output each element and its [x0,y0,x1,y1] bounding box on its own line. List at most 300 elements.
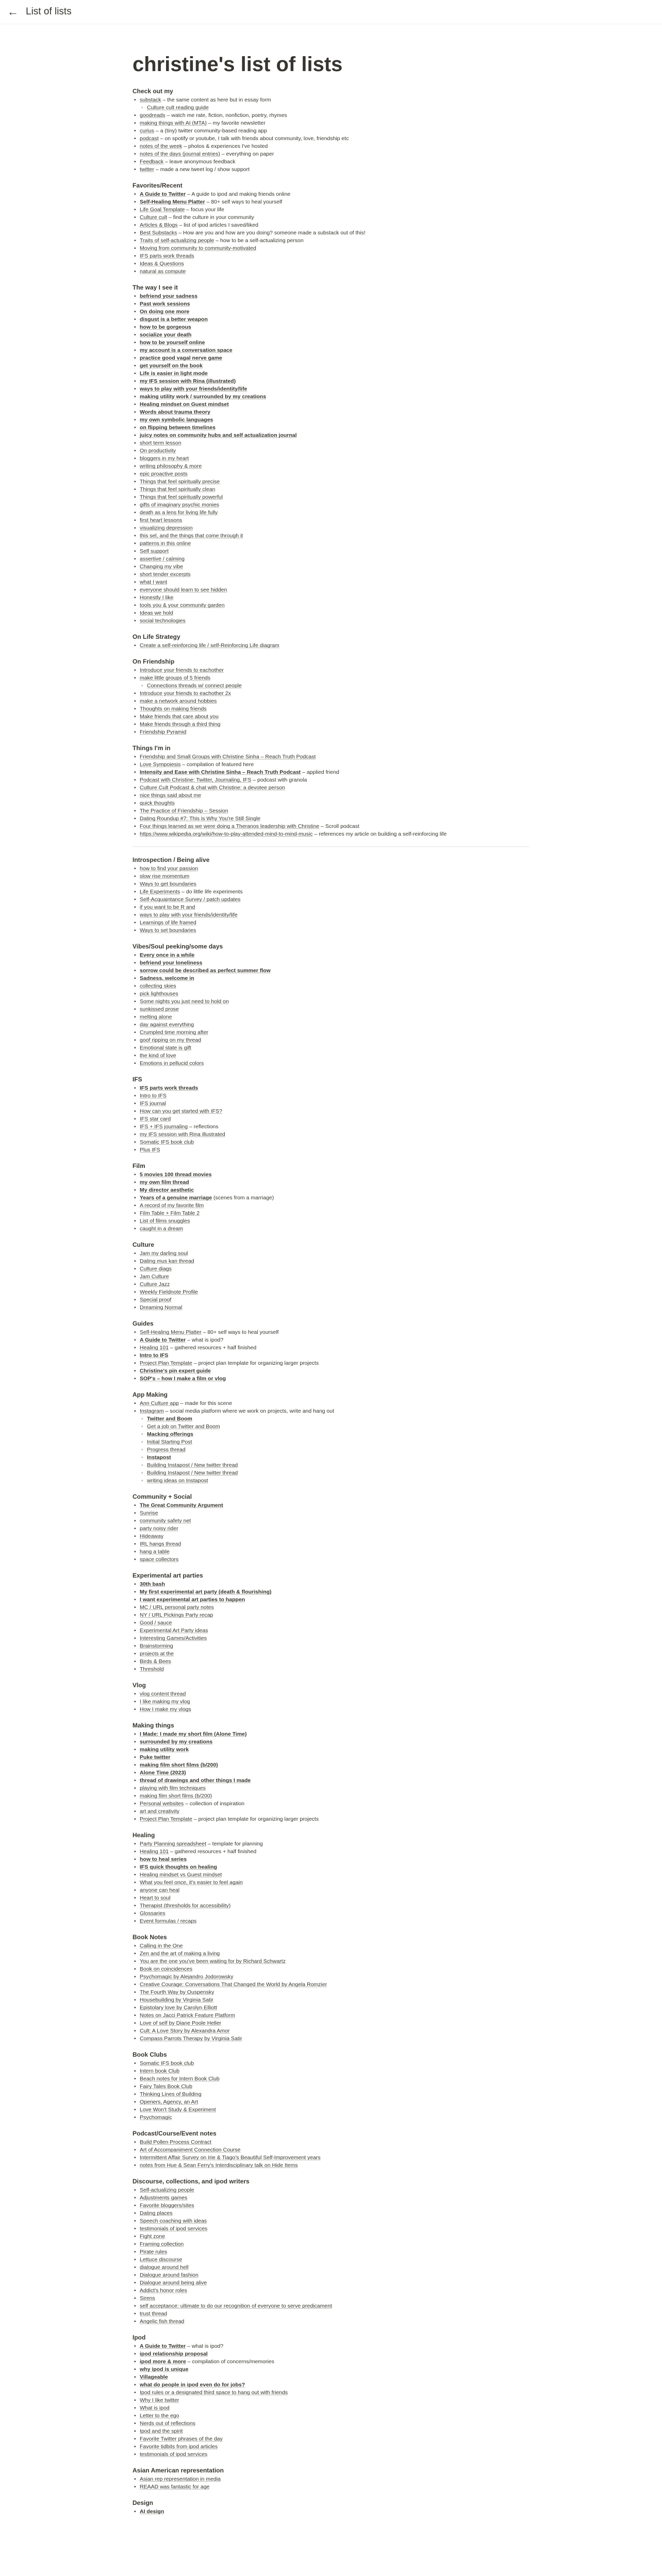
list-item-link[interactable]: Alone Time (2023) [140,1770,186,1776]
list-item-link[interactable]: projects at the [140,1651,174,1657]
list-item-link[interactable]: befriend your loneliness [140,960,203,966]
list-item-link[interactable]: Moving from community to community-motivated [140,245,256,251]
list-item-link[interactable]: making utility work / surrounded by my creations [140,394,267,400]
list-item-link[interactable]: visualizing depression [140,525,193,531]
list-item-link[interactable]: testimonials of ipod services [140,2451,208,2458]
list-item-link[interactable]: Build Pollen Process Contract [140,2139,211,2145]
list-item-link[interactable]: Feedback [140,159,164,165]
list-item-link[interactable]: Why I like twitter [140,2397,179,2403]
list-item-link[interactable]: Love of self by Diane Poole Heller [140,2020,222,2026]
list-item-link[interactable]: my account is a conversation space [140,347,233,353]
list-item-link[interactable]: Dialogue around being alive [140,2280,207,2286]
list-item-link[interactable]: slow rise momentum [140,873,190,879]
list-item-link[interactable]: Dialogue around fashion [140,2272,198,2278]
list-item-link[interactable]: I Made: I made my short film (Alone Time) [140,1731,247,1737]
list-item-link[interactable]: Psychomagic by Alejandro Jodorowsky [140,1974,234,1980]
section-list [133,2476,529,2491]
list-item-link[interactable]: notes of the week [140,143,183,149]
list-item-link[interactable]: Building Instapost / New twitter thread [147,1462,238,1468]
list-item-link[interactable]: community safety net [140,1518,191,1524]
list-item-link[interactable]: Glossaries [140,1910,166,1917]
list-item-link[interactable]: Notes on Jacci Patrick Feature Platform [140,2012,235,2019]
list-item [133,1848,529,1856]
list-item-link[interactable]: My director aesthetic [140,1187,194,1193]
list-item-link[interactable]: Favorite Twitter phrases of the day [140,2436,223,2442]
list-item-link[interactable]: Life Experiments [140,889,180,895]
list-item-link[interactable]: A record of my favorite film [140,1202,204,1209]
list-item-link[interactable]: socialize your death [140,332,192,338]
list-item [133,2318,529,2326]
list-item-link[interactable]: Favorite tidbits from ipod articles [140,2444,218,2450]
list-item-link[interactable]: make a network around hobbies [140,698,217,704]
list-item-link[interactable]: IFS quick thoughts on healing [140,1864,217,1870]
list-item-link[interactable]: Dating mus kan thread [140,1258,194,1264]
list-item-link[interactable]: Things that feel spiritually clean [140,486,216,493]
list-item-link[interactable]: Hideaway [140,1533,164,1539]
list-item-link[interactable]: how to be yourself online [140,340,205,346]
list-item-link[interactable]: Dating places [140,2210,173,2216]
list-item-link[interactable]: Creative Courage: Conversations That Changed the World by Angela Romzier [140,1981,327,1988]
list-item [133,1044,529,1052]
list-item [133,1879,529,1887]
list-item-link[interactable]: Words about trauma theory [140,409,210,415]
list-item-link[interactable]: Compass Parrots Therapy by Virginia Satir [140,2036,242,2042]
list-item-link[interactable]: Personal websites [140,1801,184,1807]
list-item-link[interactable]: Introduce your friends to eachother 2x [140,690,231,697]
list-item-link[interactable]: befriend your sadness [140,293,198,299]
list-item-link[interactable]: Ideas we hold [140,610,173,616]
list-item-link[interactable]: surrounded by my creations [140,1739,213,1745]
list-item-link[interactable]: Healing 101 [140,1849,169,1855]
list-item-link[interactable]: Ipod and the spirit [140,2428,183,2434]
list-item-link[interactable]: pick lighthouses [140,991,178,997]
list-item-link[interactable]: natural as compute [140,268,186,275]
list-item [133,1502,529,1510]
list-item-link[interactable]: making film short films (b/200) [140,1793,212,1799]
section-list [133,2060,529,2122]
list-item-link[interactable]: Progress thread [147,1447,186,1453]
list-item-link[interactable]: Adjustments games [140,2195,188,2201]
list-item-link[interactable]: Life Goal Template [140,207,185,213]
list-item-link[interactable]: Every once in a while [140,952,195,958]
section-heading: Film [133,1162,145,1170]
list-item-link[interactable]: why ipod is unique [140,2366,189,2372]
list-item-link[interactable]: Intro to IFS [140,1352,169,1359]
list-item-link[interactable]: Sadness, welcome in [140,975,194,981]
list-item-link[interactable]: my IFS session with Rina (illustrated) [140,378,236,384]
list-item-link[interactable]: ipod relationship proposal [140,2351,208,2357]
list-item-link[interactable]: Twitter and Boom [147,1416,192,1422]
list-item-link[interactable]: Puke twitter [140,1754,171,1760]
list-item-link[interactable]: A Guide to Twitter [140,2343,186,2349]
list-item-link[interactable]: day against everything [140,1022,194,1028]
list-item-link[interactable]: how to heal series [140,1856,187,1862]
list-item-link[interactable]: nice things said about me [140,792,202,799]
list-item-link[interactable]: how to be gorgeous [140,324,191,330]
list-item-link[interactable]: Changing my vibe [140,564,184,570]
list-item-link[interactable]: IRL hangs thread [140,1541,181,1547]
list-item-link[interactable]: writing philosophy & more [140,463,202,469]
list-item-link[interactable]: Film Table + Film Table 2 [140,1210,200,1216]
list-item-link[interactable]: Jam my darling soul [140,1250,188,1257]
list-item-link[interactable]: Ideas & Questions [140,261,184,267]
list-item-link[interactable]: Letter to the ego [140,2413,179,2419]
list-item [133,1887,529,1894]
list-item-link[interactable]: 5 movies 100 thread movies [140,1172,212,1178]
list-item [133,447,529,455]
list-item [133,393,529,401]
list-item-link[interactable]: You are the one you've been waiting for by Richard Schwartz [140,1958,286,1964]
list-item-link[interactable]: making film short films (b/200) [140,1762,218,1768]
list-item-link[interactable]: Instapost [147,1454,171,1461]
list-item-link[interactable]: Crumpled time morning after [140,1029,209,1036]
list-item-link[interactable]: Angelic fish thread [140,2318,185,2325]
list-item-link[interactable]: Intern book Club [140,2068,180,2074]
list-item-link[interactable]: Somatic IFS book club [140,1139,194,1145]
list-item-link[interactable]: Healing mindset vs Guest mindset [140,1872,222,1878]
list-item-link[interactable]: Thoughts on making friends [140,706,207,712]
list-item-link[interactable]: collecting skies [140,983,176,989]
list-item-link[interactable]: social technologies [140,618,186,624]
list-item-link[interactable]: Plus IFS [140,1147,160,1153]
list-item-link[interactable]: Culture cult reading guide [147,105,209,111]
list-item-link[interactable]: Brainstorming [140,1643,173,1649]
list-item-link[interactable]: self acceptance: ultimate to do our recognition of everyone to serve predicament [140,2303,332,2309]
list-item-link[interactable]: on flipping between timelines [140,425,216,431]
section-list [133,191,529,276]
list-item-link[interactable]: bloggers in my heart [140,455,189,462]
list-item-link[interactable]: REAAD was fantastic for age [140,2484,210,2490]
list-item [133,571,529,579]
list-item-link[interactable]: Calling in the One [140,1943,183,1949]
list-item-link[interactable]: Love Won't Study & Experiment [140,2107,216,2113]
list-item-link[interactable]: melting alone [140,1014,172,1020]
list-item [133,1894,529,1902]
list-item-link[interactable]: making things with AI (MTA) [140,120,207,126]
list-item-link[interactable]: Epistolary love by Carolyn Elliott [140,2005,217,2011]
list-item-link[interactable]: curius [140,128,155,134]
list-item-link[interactable]: the kind of love [140,1053,176,1059]
section [133,88,529,174]
list-item-description: – a (tiny) twitter community-based reading app [154,128,267,134]
list-item-link[interactable]: if you want to be R and [140,904,195,910]
list-item-link[interactable]: short term lesson [140,440,181,446]
list-item-link[interactable]: Favorite bloggers/sites [140,2202,194,2209]
list-item-link[interactable]: Project Plan Template [140,1816,192,1822]
list-item-link[interactable]: Self-Acquaintance Survey / patch updates [140,896,241,903]
list-item-link[interactable]: Healing 101 [140,1345,169,1351]
list-item-link[interactable]: my own film thread [140,1179,189,1185]
list-item-link[interactable]: tools you & your community garden [140,602,225,608]
list-item-link[interactable]: my IFS session with Rina illustrated [140,1131,225,1138]
list-item-link[interactable]: Best Substacks [140,230,177,236]
section-list [133,1502,529,1564]
list-item-link[interactable]: Some nights you just need to hold on [140,998,229,1005]
list-item-link[interactable]: IFS journal [140,1100,166,1107]
list-item-link[interactable]: Introduce your friends to eachother [140,667,224,673]
list-item-link[interactable]: notes of the days (journal entries) [140,151,220,157]
list-item-link[interactable]: Ways to get boundaries [140,881,196,887]
list-item-link[interactable]: Macking offerings [147,1431,193,1437]
list-item-link[interactable]: Christine's pin expert guide [140,1368,211,1374]
list-item-link[interactable]: List of films snuggles [140,1218,190,1224]
list-item [133,690,529,698]
list-item-link[interactable]: On doing one more [140,309,190,315]
list-item-link[interactable]: Housebuilding by Virginia Satir [140,1997,213,2003]
list-item-link[interactable]: gifts of imaginary psychic monies [140,502,220,508]
list-item-link[interactable]: Art of Accompaniment Connection Course [140,2147,241,2153]
list-item-link[interactable]: short tender excerpts [140,571,191,578]
list-item-link[interactable]: Sirens [140,2295,155,2301]
list-item-link[interactable]: ways to play with your friends/identity/life [140,912,238,918]
list-item-link[interactable]: Healing mindset on Guest mindset [140,401,229,408]
list-item-link[interactable]: art and creativity [140,1808,180,1815]
list-item-link[interactable]: On productivity [140,448,176,454]
list-item-link[interactable]: Culture Cult Podcast & chat with Christine: a devotee person [140,785,285,791]
list-item-link[interactable]: podcast [140,135,159,142]
list-item [133,807,529,815]
list-item-link[interactable]: The Great Community Argument [140,1502,223,1509]
list-item-link[interactable]: Emotional state is gift [140,1045,191,1051]
list-item-description: (scenes from a marriage) [212,1195,274,1201]
list-item-link[interactable]: Heart to soul [140,1895,171,1901]
list-item-link[interactable]: Connections threads w/ connect people [147,683,242,689]
list-item-link[interactable]: Good / sauce [140,1620,172,1626]
list-item [133,1902,529,1910]
list-item-link[interactable]: IFS + IFS journaling [140,1124,188,1130]
list-item-link[interactable]: Building Instapost / New twitter thread [147,1470,238,1476]
list-item-link[interactable]: SOP's – how I make a film or vlog [140,1376,226,1382]
list-item-link[interactable]: Zen and the art of making a living [140,1951,220,1957]
list-item [133,555,529,563]
list-item [133,2389,529,2397]
list-item-link[interactable]: The Practice of Friendship – Session [140,808,228,814]
list-item-link[interactable]: Special proof [140,1297,172,1303]
list-item-link[interactable]: Experimental Art Party ideas [140,1628,208,1634]
list-item-link[interactable]: Life is easier in light mode [140,370,208,377]
list-item-link[interactable]: get yourself on the book [140,363,203,369]
list-item-link[interactable]: Interesting Games/Activities [140,1635,207,1641]
list-item-link[interactable]: What is ipod [140,2405,170,2411]
list-item-link[interactable]: sorrow could be described as perfect summer flow [140,968,271,974]
list-item-link[interactable]: Beach notes for Intern Book Club [140,2076,220,2082]
list-item-link[interactable]: assertive / calming [140,556,185,562]
list-item-link[interactable]: Honestly I like [140,595,174,601]
list-item-link[interactable]: first heart lessons [140,517,183,523]
list-item-link[interactable]: NY / URL Pickings Party recap [140,1612,213,1618]
list-item-link[interactable]: make little groups of 5 friends [140,675,211,681]
list-item-link[interactable]: Intensity and Ease with Christine Sinha – Reach Truth Podcast [140,769,301,775]
list-item-link[interactable]: Make friends through a third thing [140,721,221,727]
list-item-link[interactable]: Asian rep representation in media [140,2476,221,2482]
list-item-link[interactable]: Book on coincidences [140,1966,193,1972]
list-item-link[interactable]: Make friends that care about you [140,714,219,720]
list-item-link[interactable]: Learnings of life framed [140,920,196,926]
list-item [133,831,529,838]
list-item-link[interactable]: AI design [140,2509,164,2515]
list-item-link[interactable]: epic proactive posts [140,471,188,477]
list-item [133,728,529,736]
arrow-left-icon[interactable]: ← [7,5,19,18]
list-item-link[interactable]: twitter [140,166,155,173]
list-item-link[interactable]: Framing collection [140,2241,184,2247]
section-list [133,2187,529,2326]
list-item-link[interactable]: Years of a genuine marriage [140,1195,212,1201]
list-item-link[interactable]: Speech coaching with ideas [140,2218,207,2224]
list-item [133,2374,529,2381]
list-item-link[interactable]: playing with film techniques [140,1785,206,1791]
list-item-link[interactable]: Lettuce discourse [140,2257,183,2263]
list-item-link[interactable]: IFS parts work threads [140,1085,198,1091]
section-list [133,642,529,650]
list-item [133,1738,529,1746]
list-item-link[interactable]: goodreads [140,112,166,118]
list-item-link[interactable]: dialogue around hell [140,2264,189,2270]
list-item-link[interactable]: Intro to IFS [140,1093,167,1099]
list-item-link[interactable]: https://www.wikipedia.org/wiki/how-to-play-attended-mind-to-mind-music [140,831,313,837]
list-item-link[interactable]: What you feel once, it's easier to feel again [140,1879,243,1886]
list-item-link[interactable]: 30th bash [140,1581,166,1587]
list-item-link[interactable]: party noisy rider [140,1526,178,1532]
list-item-link[interactable]: My first experimental art party (death & flourishing) [140,1589,272,1595]
list-item-link[interactable]: Dating Roundup #7: This is Why You're Still Single [140,816,261,822]
list-item-link[interactable]: Create a self-reinforcing life / self-Reinforcing Life diagram [140,642,279,649]
list-item-description: – my favorite newsletter [206,120,266,126]
list-item-link[interactable]: hang a table [140,1549,170,1555]
list-item-link[interactable]: Ipod rules or a designated third space to hang out with friends [140,2389,288,2396]
list-item-link[interactable]: Somatic IFS book club [140,2060,194,2066]
list-item-link[interactable]: anyone can heal [140,1887,180,1893]
list-item-link[interactable]: The Fourth Way by Ouspensky [140,1989,214,1995]
list-item-link[interactable]: Self support [140,548,169,554]
list-item-link[interactable]: ipod more & more [140,2359,186,2365]
list-item-link[interactable]: making utility work [140,1747,189,1753]
list-item-link[interactable]: Ways to set boundaries [140,927,196,934]
list-item-link[interactable]: Love Sympoiesis [140,761,181,768]
list-item-link[interactable]: Friendship Pyramid [140,729,187,735]
list-item-link[interactable]: Project Plan Template [140,1360,192,1366]
list-item-link[interactable]: everyone should learn to see hidden [140,587,227,593]
list-item-link[interactable]: practice good vagal nerve game [140,355,222,361]
list-item-link[interactable]: I want experimental art parties to happen [140,1597,245,1603]
list-item-link[interactable]: thread of drawings and other things I made [140,1777,251,1784]
list-item-link[interactable]: Initial Starting Post [147,1439,192,1445]
list-item-link[interactable]: Dreaming Normal [140,1304,183,1311]
list-item-link[interactable]: Villageable [140,2374,168,2380]
list-item-link[interactable]: Articles & Blogs [140,222,178,228]
list-item-link[interactable]: what do people in ipod even do for jobs? [140,2382,245,2388]
list-item-link[interactable]: caught in a dream [140,1226,184,1232]
list-item-link[interactable]: Traits of self-actualizing people [140,238,214,244]
list-item-link[interactable]: Thinking Lines of Building [140,2091,202,2097]
list-item-link[interactable]: juicy notes on community hubs and self actualization journal [140,432,297,438]
list-item [133,1194,529,1202]
list-item-link[interactable]: Therapist (thresholds for accessibility) [140,1903,231,1909]
list-item-link[interactable]: Fight zone [140,2233,166,2240]
list-item-link[interactable]: how to find your passion [140,866,198,872]
list-item-link[interactable]: Past work sessions [140,301,190,307]
list-item-link[interactable]: Get a job on Twitter and Boom [147,1423,220,1430]
list-item-link[interactable]: death as a lens for living life fully [140,510,218,516]
list-item-description: – compilation of featured here [180,761,254,768]
list-item-link[interactable]: substack [140,97,161,103]
list-item-link[interactable]: Culture cult [140,214,168,221]
list-item-link[interactable]: Jam Culture [140,1274,169,1280]
list-item-link[interactable]: Emotions in pellucid colors [140,1060,204,1066]
list-item [133,911,529,919]
list-item-link[interactable]: Sunrise [140,1510,158,1516]
list-item-link[interactable]: Fairy Tales Book Club [140,2083,192,2090]
list-item-link[interactable]: vlog content thread [140,1691,186,1697]
list-item-link[interactable]: quick thoughts [140,800,175,806]
list-item-link[interactable]: Four things learned as we were doing a Theranos leadership with Christine [140,823,320,829]
list-item-link[interactable]: Instagram [140,1408,164,1414]
list-item-link[interactable]: Nerds out of reflections [140,2420,195,2427]
list-item-link[interactable]: space collectors [140,1556,179,1563]
list-item-link[interactable]: testimonials of ipod services [140,2226,208,2232]
list-item-link[interactable]: Culture diags [140,1266,172,1272]
list-item-link[interactable]: goof ripping on my thread [140,1037,202,1043]
list-item-link[interactable]: Weekly Fieldnote Profile [140,1289,198,1295]
list-item-link[interactable]: Podcast with Christine: Twitter, Journaling, IFS [140,777,252,783]
list-item-link[interactable]: Self-actualizing people [140,2187,194,2193]
list-item-link[interactable]: I like making my vlog [140,1699,190,1705]
list-item-link[interactable]: Party Planning spreadsheet [140,1841,206,1847]
section-heading: Book Clubs [133,2051,167,2058]
list-item-link[interactable]: Openers, Agency, an Art [140,2099,198,2105]
list-item-link[interactable]: Cult: A Love Story by Alexandra Amor [140,2028,230,2034]
section-heading: Guides [133,1320,154,1327]
list-item-link[interactable]: MC / URL personal party notes [140,1604,214,1611]
list-item-link[interactable]: this sel, and the things that come through it [140,533,243,539]
section [133,856,529,935]
list-item-link[interactable]: Event formulas / recaps [140,1918,197,1924]
list-item-link[interactable]: Addict's honor roles [140,2287,187,2294]
list-item-link[interactable]: what I want [140,579,168,585]
list-item-link[interactable]: writing ideas on Instapost [147,1478,208,1484]
list-item-link[interactable]: A Guide to Twitter [140,1337,186,1343]
list-item [133,1612,529,1619]
list-item-link[interactable]: notes from Hue & Sean Ferry's Interdisciplinary talk on Hide Items [140,2162,298,2168]
list-item-link[interactable]: How can you get started with IFS? [140,1108,222,1114]
list-item-link[interactable]: How I make my vlogs [140,1706,191,1713]
list-item-link[interactable]: Threshold [140,1666,164,1672]
list-item-link[interactable]: Ann Culture app [140,1400,179,1406]
list-item-link[interactable]: Things that feel spiritually precise [140,479,220,485]
list-item-link[interactable]: trust thread [140,2311,168,2317]
section [133,1391,529,1485]
list-item-link[interactable]: ways to play with your friends/identity/life [140,386,247,392]
list-item-link[interactable]: Culture Jazz [140,1281,170,1287]
list-item-link[interactable]: my own symbolic languages [140,417,213,423]
list-item-link[interactable]: Self-Healing Menu Platter [140,199,205,205]
list-item [133,1187,529,1194]
list-item-link[interactable]: Pirate rules [140,2249,168,2255]
list-item-link[interactable]: disgust is a better weapon [140,316,208,323]
list-item-link[interactable]: Things that feel spiritually powerful [140,494,223,500]
list-item-link[interactable]: Intermittent Affair Survey on Irie & Tiago's Beautiful Self-Improvement years [140,2155,321,2161]
list-item-link[interactable]: patterns in this online [140,540,191,547]
list-item-link[interactable]: sunkissed prose [140,1006,179,1012]
list-item-link[interactable]: IFS parts work threads [140,253,194,259]
list-item-link[interactable]: Birds & Bees [140,1658,171,1665]
list-item-link[interactable]: Self-Healing Menu Platter [140,1329,202,1335]
top-bar [0,0,662,24]
list-item-link[interactable]: A Guide to Twitter [140,191,186,197]
list-item-link[interactable]: Friendship and Small Groups with Christine Sinha – Reach Truth Podcast [140,754,316,760]
list-item-link[interactable]: Psychomagic [140,2114,172,2121]
list-item-link[interactable]: IFS star card [140,1116,171,1122]
